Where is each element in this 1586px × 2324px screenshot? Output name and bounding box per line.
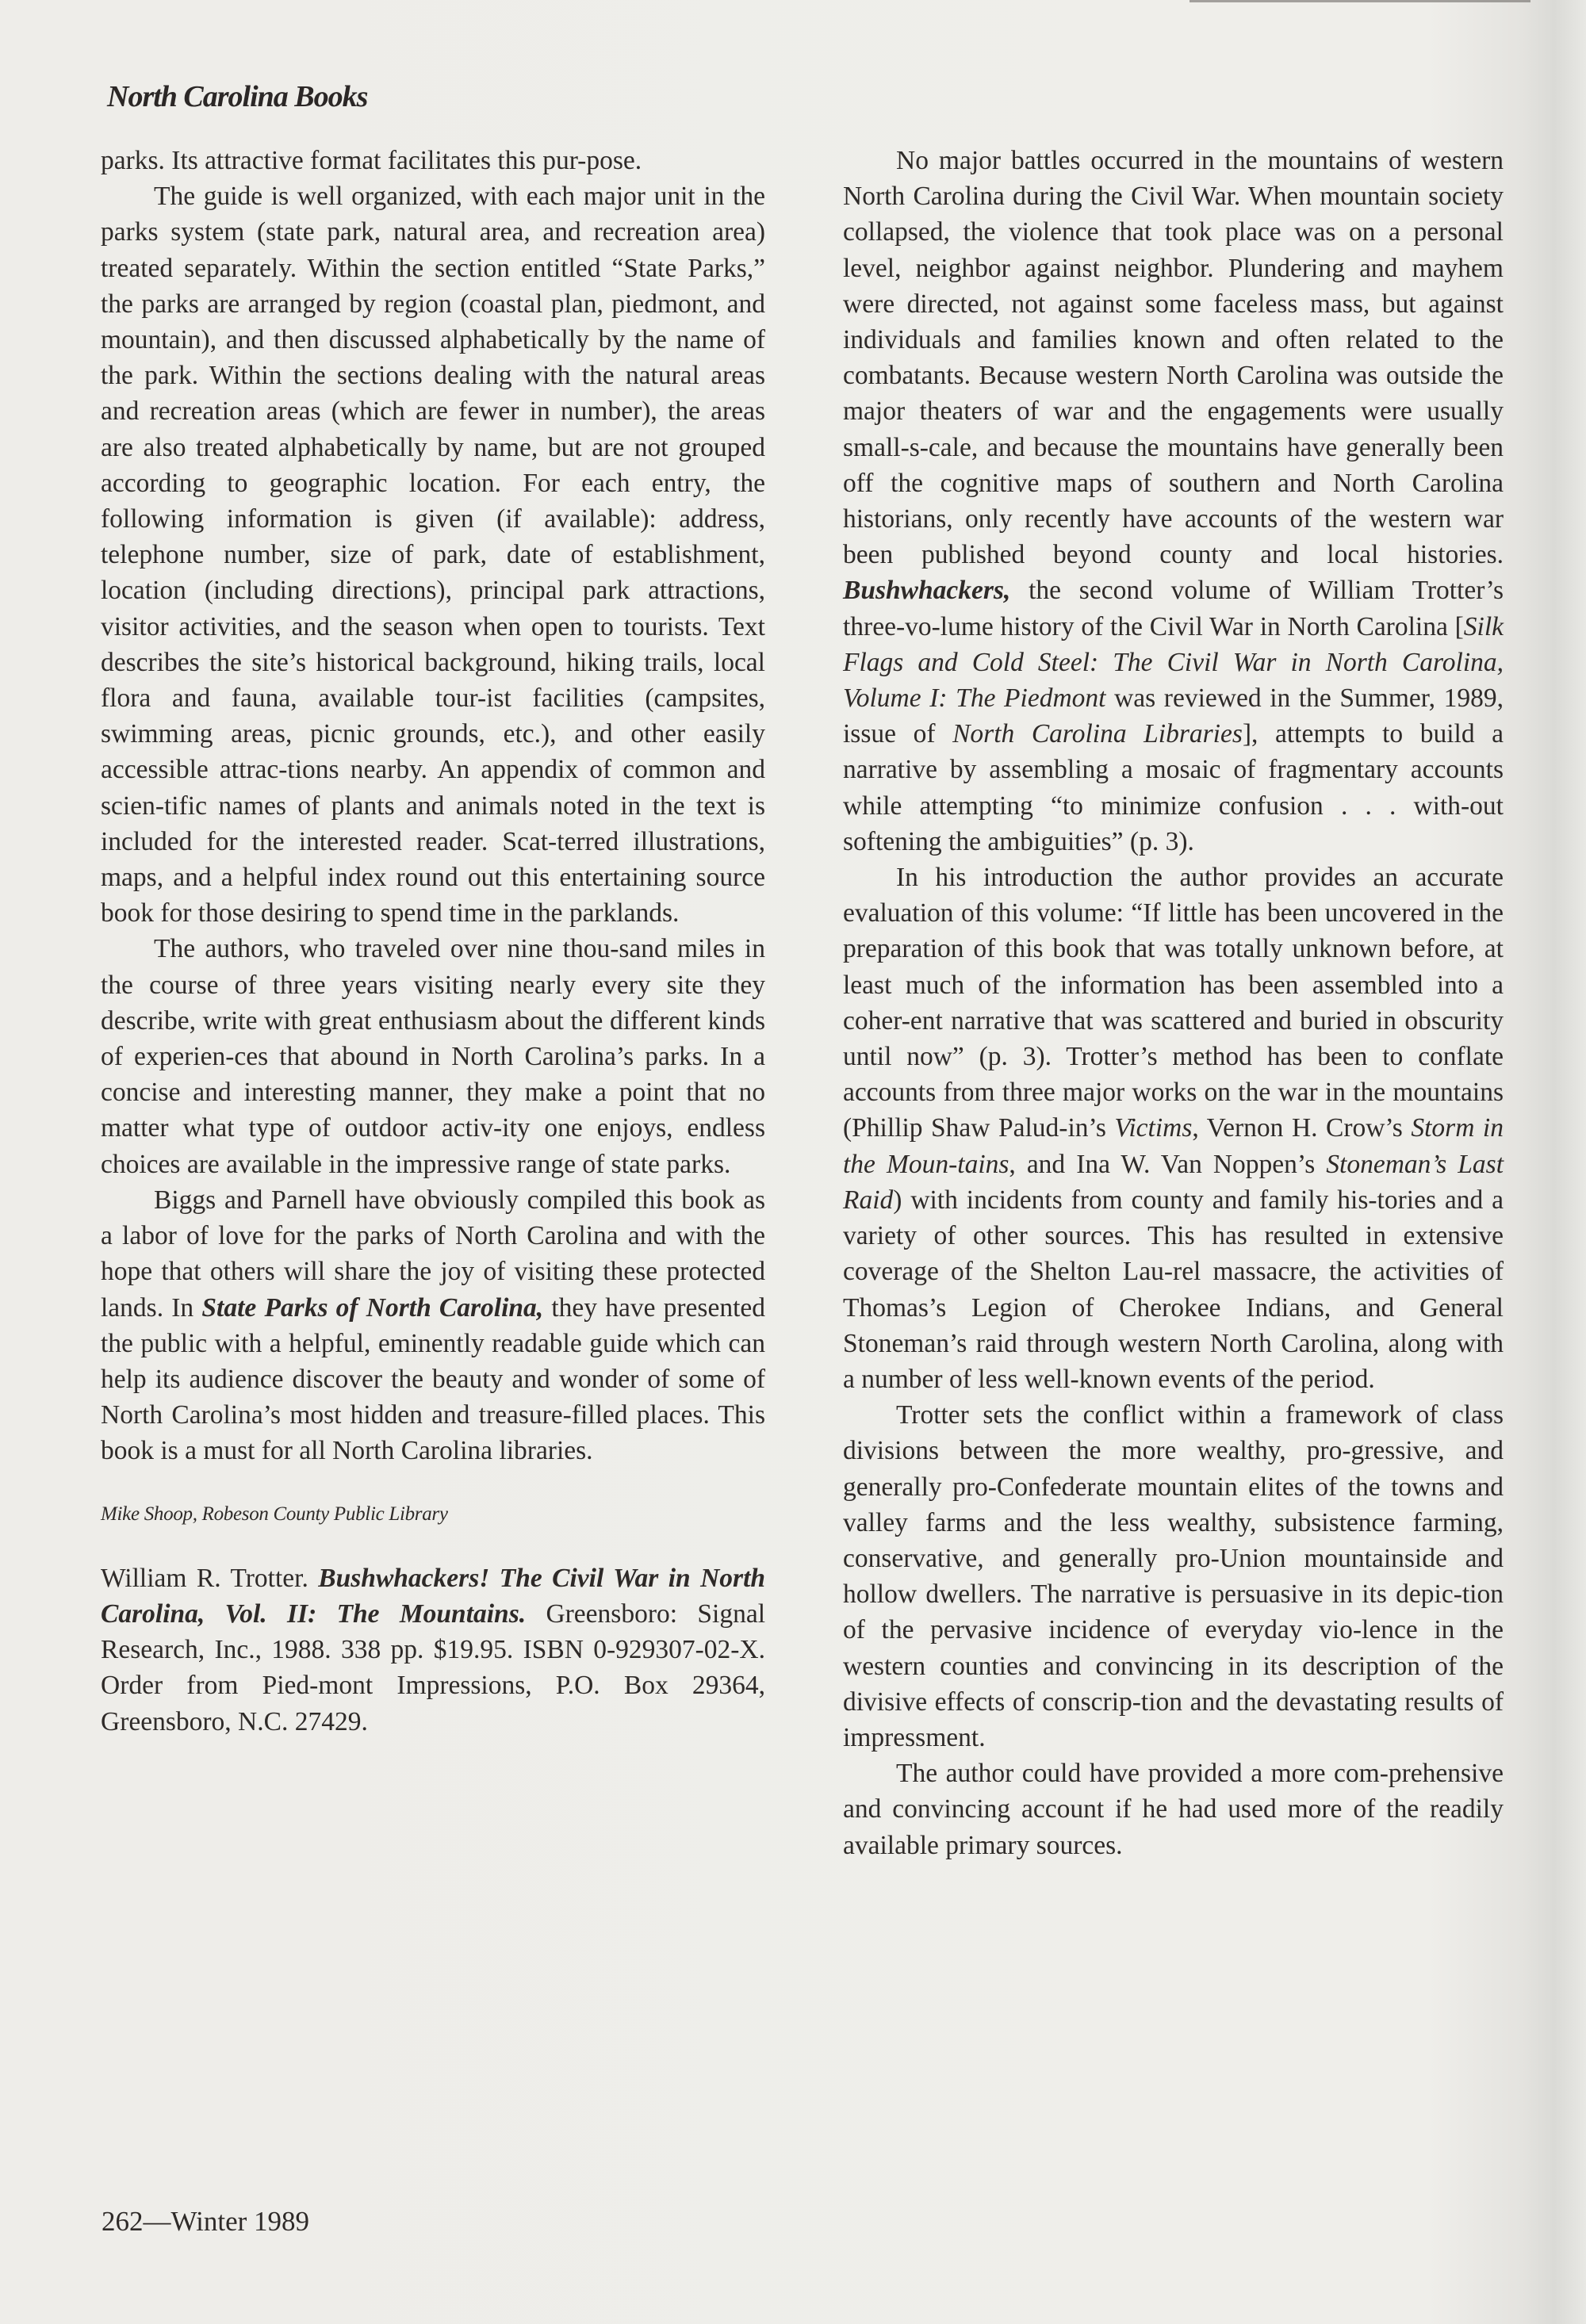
text-run: they have presented the public with a helpful, eminently readable guide which can help its audience discover the beauty and wonder of some of North Carolina’s most hidden and treasure-filled places. This book is a must for all North Carolina libraries. (101, 1292, 765, 1466)
journal-title: North Carolina Libraries (952, 719, 1243, 749)
paragraph: The guide is well organized, with each major unit in the parks system (state park, natural area, and recreation area) treated separately. Within the section entitled “State Parks,” the parks are arranged by region (coastal plan, piedmont, and mountain), and then discussed alphabetically by the name of the park. Within the sections dealing with the natural areas and recreation areas (which are fewer in number), the areas are also treated alphabetically by name, but are not grouped according to geographic location. For each entry, the following information is given (if available): address, telephone number, size of park, date of establishment, location (including directions), principal park attractions, visitor activities, and the season when open to tourists. Text describes the site’s historical background, hiking trails, local flora and fauna, available tour-ist facilities (campsites, swimming areas, picnic grounds, etc.), and other easily accessible attrac-tions nearby. An appendix of common and scien-tific names of plants and animals noted in the text is included for the interested reader. Scat-terred illustrations, maps, and a helpful index round out this entertaining source book for those desiring to spend time in the parklands. (101, 182, 765, 928)
paragraph: The authors, who traveled over nine thou-sand miles in the course of three years visiting nearly every site they describe, write with great enthusiasm about the different kinds of experien-ces that abound in North Carolina’s parks. In a concise and interesting manner, they make a point that no matter what type of outdoor activ-ity one enjoys, endless choices are available in the impressive range of state parks. (101, 934, 765, 1179)
book-title: Victims (1114, 1113, 1193, 1143)
book-title: Silk Flags and Cold Steel: The Civil War in North Carolina, Volume I: The Piedmont (843, 611, 1504, 714)
paragraph: The author could have provided a more com-prehensive and convincing account if he had used more of the readily available primary sources. (843, 1759, 1504, 1860)
book-title: Stoneman’s Last Raid (843, 1149, 1504, 1215)
text-run: , and Ina W. Van Noppen’s (1009, 1149, 1327, 1179)
book-title: Storm in the Moun-tains (843, 1113, 1504, 1179)
right-column (843, 143, 1504, 1863)
text-run: the second volume of William Trotter’s three-vo-lume history of the Civil War in North Carolina [ (843, 576, 1504, 641)
citation-author: William R. Trotter. (101, 1563, 319, 1593)
paragraph: Trotter sets the conflict within a framework of class divisions between the more wealthy, pro-gressive, and generally pro-Confederate mountain elites of the towns and valley farms and the less wealthy, subsistence farming, conservative, and generally pro-Union mountainside and hollow dwellers. The narrative is persuasive in its depic-tion of the pervasive incidence of everyday vio-lence in the western counties and convincing in its description of the divisive effects of conscrip-tion and the devastating results of impressment. (843, 1400, 1504, 1752)
text-run: Biggs and Parnell have obviously compiled this book as a labor of love for the parks of North Carolina and with the hope that others will share the joy of visiting these protected lands. In (101, 1185, 765, 1323)
paragraph (843, 860, 1504, 1397)
text-run: ], attempts to build a narrative by assembling a mosaic of fragmentary accounts while attempting “to minimize confusion . . . with-out softening the ambiguities” (p. 3). (843, 719, 1504, 856)
text-run: ) with incidents from county and family his-tories and a variety of other sources. This has resulted in extensive coverage of the Shelton Lau-rel massacre, the activities of Thomas’s Legion of Cherokee Indians, and General Stoneman’s raid through western North Carolina, along with a number of less well-known events of the period. (843, 1185, 1504, 1394)
paragraph (101, 1182, 765, 1469)
page-edge-shadow (1190, 0, 1530, 2)
book-citation (101, 1560, 765, 1740)
text-run: , Vernon H. Crow’s (1192, 1113, 1412, 1143)
paragraph (843, 143, 1504, 860)
running-head: North Carolina Books (107, 80, 368, 113)
paragraph: parks. Its attractive format facilitates this pur-pose. (101, 146, 642, 175)
reviewer-signature: Mike Shoop, Robeson County Public Library (101, 1503, 448, 1525)
text-run: In his introduction the author provides an accurate evaluation of this volume: “If little has been uncovered in the preparation of this book that was totally unknown before, at least much of the information has been assembled into a coher-ent narrative that was scattered and buried in obscurity until now” (p. 3). Trotter’s method has been to conflate accounts from three major works on the war in the mountains (Phillip Shaw Palud-in’s (843, 863, 1504, 1143)
citation-title: Bushwhackers! The Civil War in North Carolina, Vol. II: The Mountains. (101, 1563, 766, 1629)
citation-details: Greensboro: Signal Research, Inc., 1988. 338 pp. $19.95. ISBN 0-929307-02-X. Order from Pied-mont Impressions, P.O. Box 29364, Greensboro, N.C. 27429. (101, 1598, 766, 1736)
book-title: Bushwhackers, (843, 576, 1011, 606)
page-folio: 262—Winter 1989 (102, 2206, 310, 2237)
left-column (101, 143, 765, 1740)
text-run: No major battles occurred in the mountains of western North Carolina during the Civil War. When mountain society collapsed, the violence that took place was on a personal level, neighbor against neighbor. Plundering and mayhem were directed, not against some faceless mass, but against individuals and families known and often related to the combatants. Because western North Carolina was outside the major theaters of war and the engagements were usually small-s-cale, and because the mountains have generally been off the cognitive maps of southern and North Carolina historians, only recently have accounts of the western war been published beyond county and local histories. (843, 146, 1504, 570)
book-title: State Parks of North Carolina, (201, 1292, 544, 1323)
text-run: was reviewed in the Summer, 1989, issue of (843, 683, 1504, 749)
